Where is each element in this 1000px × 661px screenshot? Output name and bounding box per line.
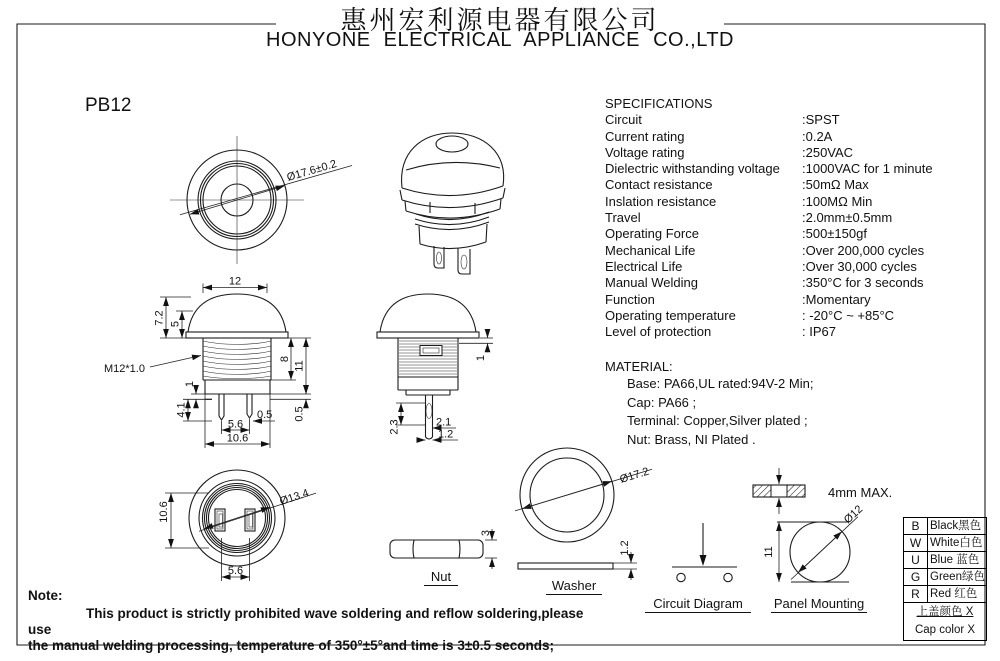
- color-row: U Blue 蓝色: [904, 552, 986, 569]
- nut-caption: Nut: [424, 569, 458, 586]
- dim-label: Ø13.4: [278, 487, 311, 508]
- dim-label: 4.1: [175, 402, 188, 418]
- dim-label: 2.3: [388, 419, 401, 435]
- thread-label: M12*1.0: [104, 363, 145, 375]
- spec-row: Electrical Life :Over 30,000 cycles: [605, 258, 917, 274]
- dim-label: 1.2: [619, 540, 631, 556]
- dim-label: 11: [293, 360, 306, 372]
- model-number: PB12: [85, 95, 132, 116]
- cap-color-chinese: 上盖颜色 X: [916, 606, 974, 618]
- perspective-view-drawing: [400, 133, 505, 274]
- dim-label: Ø17.2: [618, 465, 651, 486]
- top-view-drawing: [170, 136, 352, 264]
- spec-row: Function :Momentary: [605, 291, 871, 307]
- color-row: G Green绿色: [904, 569, 986, 586]
- note-line: This product is strictly prohibited wave soldering and reflow soldering,please use: [28, 606, 584, 637]
- dim-label: 7.2: [153, 310, 166, 326]
- spec-row: Operating temperature : -20°C ~ +85°C: [605, 307, 895, 323]
- circuit-diagram-drawing: [672, 523, 737, 582]
- spec-row: Level of protection : IP67: [605, 324, 836, 340]
- material-line: Terminal: Copper,Silver plated ;: [627, 413, 808, 428]
- dim-label: 3: [480, 529, 492, 537]
- dim-label: 8: [279, 355, 291, 363]
- material-line: Cap: PA66 ;: [627, 394, 697, 410]
- specifications-heading: SPECIFICATIONS: [605, 96, 713, 111]
- material-heading: MATERIAL:: [605, 359, 673, 374]
- panel-mounting-caption: Panel Mounting: [771, 596, 867, 613]
- company-title-chinese: 惠州宏利源电器有限公司: [340, 6, 660, 35]
- spec-row: Current rating :0.2A: [605, 128, 833, 144]
- circuit-diagram-caption: Circuit Diagram: [645, 596, 751, 613]
- dim-label: 12: [228, 275, 242, 288]
- material-line: Nut: Brass, NI Plated .: [627, 431, 756, 447]
- cap-color-cell: [904, 603, 986, 640]
- dim-label: 10.6: [226, 432, 249, 445]
- dim-label: 0.5: [257, 409, 273, 421]
- side-view-front-drawing: [104, 276, 311, 449]
- color-row: B Black黑色: [904, 518, 986, 535]
- dim-label: 2.1: [436, 416, 452, 429]
- dim-label: 5.6: [227, 565, 244, 577]
- spec-row: Operating Force :500±150gf: [605, 226, 867, 242]
- note-line: the manual welding processing, temperature of 350°±5°and time is 3±0.5 seconds;: [28, 638, 555, 653]
- cap-color-table: [903, 517, 987, 641]
- spec-row: Travel :2.0mm±0.5mm: [605, 210, 893, 226]
- cap-color-english: Cap color X: [914, 624, 976, 636]
- panel-thickness-label: 4mm MAX.: [828, 485, 893, 500]
- dim-label: 11: [763, 546, 775, 558]
- dim-label: 10.6: [158, 501, 170, 523]
- bottom-view-drawing: [158, 470, 316, 581]
- washer-drawing: [515, 448, 652, 580]
- specifications-section: [605, 96, 990, 340]
- dim-label: 5.6: [227, 418, 244, 431]
- note-section: [28, 588, 603, 654]
- spec-row: Mechanical Life :Over 200,000 cycles: [605, 242, 925, 258]
- material-section: [605, 358, 813, 449]
- company-title-english: HONYONE ELECTRICAL APPLIANCE CO.,LTD: [266, 29, 734, 51]
- dim-label: 1.2: [438, 428, 454, 441]
- dim-label: 1: [475, 354, 487, 362]
- dim-label: Ø17.6±0.2: [285, 158, 339, 184]
- spec-row: Dielectric withstanding voltage :1000VAC for 1 minute: [605, 161, 933, 177]
- spec-row: Circuit :SPST: [605, 112, 840, 128]
- dim-label: 1: [184, 380, 196, 388]
- nut-drawing: [390, 529, 497, 569]
- color-row: R Red 红色: [904, 586, 986, 603]
- dim-label: 5: [169, 320, 182, 328]
- note-heading: Note:: [28, 588, 63, 603]
- dim-label: Ø12: [841, 503, 866, 527]
- side-view-right-drawing: [377, 294, 493, 441]
- color-row: W White白色: [904, 535, 986, 552]
- spec-row: Manual Welding :350°C for 3 seconds: [605, 275, 924, 291]
- washer-caption: Washer: [546, 578, 602, 595]
- spec-row: Inslation resistance :100MΩ Min: [605, 193, 873, 209]
- dim-label: 0.5: [293, 406, 306, 422]
- material-line: Base: PA66,UL rated:94V-2 Min;: [627, 376, 814, 391]
- spec-row: Contact resistance :50mΩ Max: [605, 177, 869, 193]
- spec-row: Voltage rating :250VAC: [605, 144, 854, 160]
